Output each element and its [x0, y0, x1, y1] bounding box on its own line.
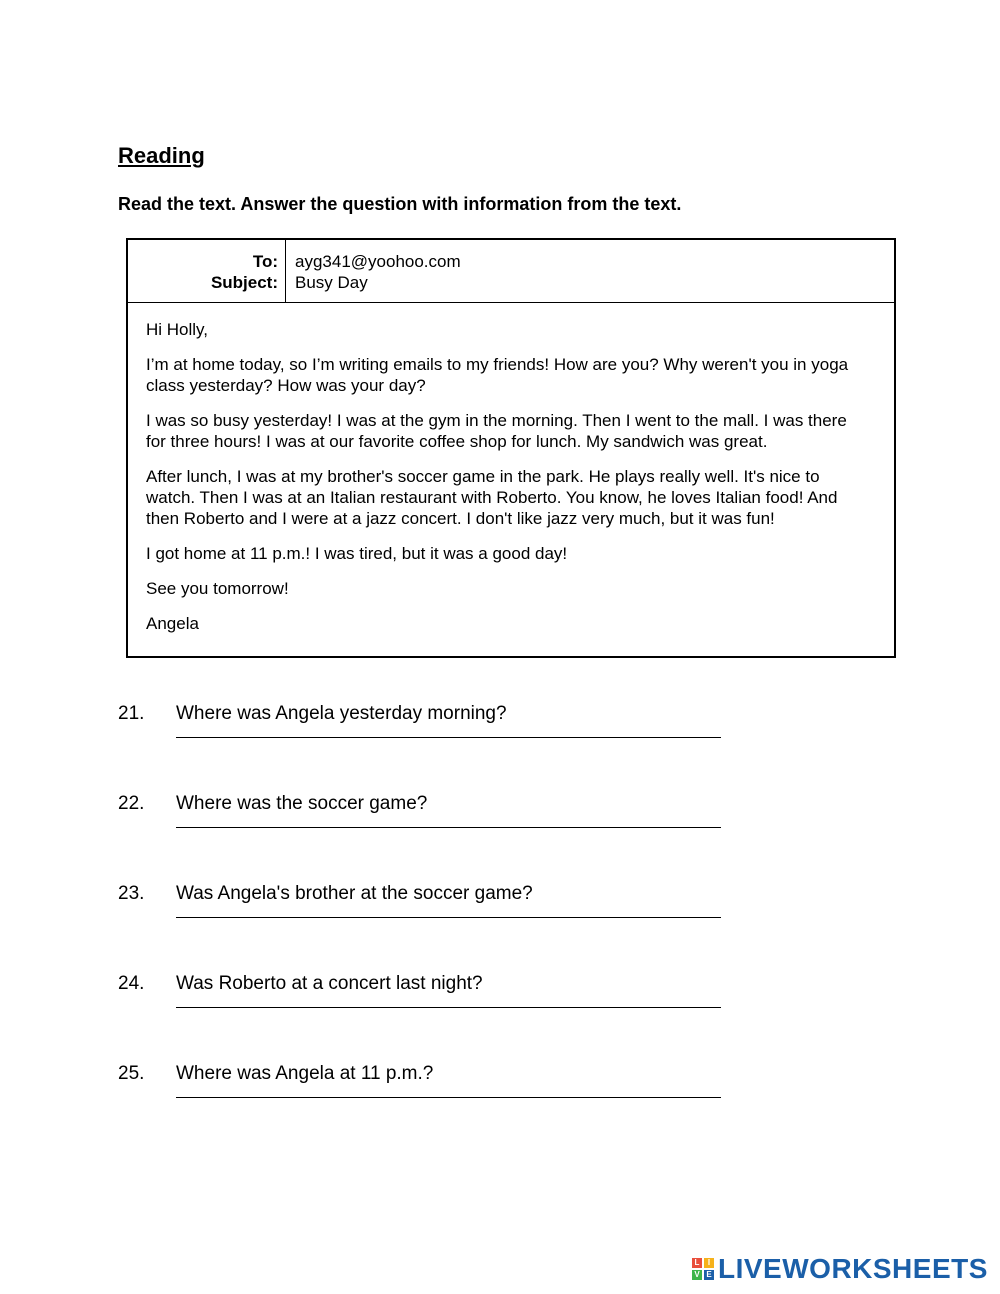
question-text: Where was Angela at 11 p.m.?	[176, 1063, 434, 1084]
logo-icon-letter: L	[692, 1258, 702, 1268]
question-text: Where was the soccer game?	[176, 793, 428, 814]
email-body	[128, 303, 894, 634]
instructions: Read the text. Answer the question with information from the text.	[118, 194, 682, 214]
page-title: Reading	[118, 143, 205, 168]
email-header	[128, 240, 894, 303]
question-number: 22.	[118, 793, 145, 814]
question-number: 21.	[118, 703, 145, 724]
liveworksheets-logo	[692, 1253, 988, 1284]
to-label: To:	[252, 252, 278, 271]
answer-line[interactable]	[176, 1097, 721, 1098]
logo-icon	[692, 1258, 714, 1280]
email-header-values	[286, 240, 461, 302]
logo-icon-letter: V	[692, 1270, 702, 1280]
answer-line[interactable]	[176, 827, 721, 828]
email-closing: See you tomorrow!	[146, 579, 289, 598]
email-box	[126, 238, 896, 658]
subject-value: Busy Day	[295, 273, 368, 292]
subject-label: Subject:	[210, 273, 278, 292]
logo-icon-letter: I	[704, 1258, 714, 1268]
question-number: 24.	[118, 973, 145, 994]
email-signature: Angela	[146, 614, 199, 633]
email-header-labels	[128, 240, 286, 302]
answer-line[interactable]	[176, 737, 721, 738]
question-text: Was Roberto at a concert last night?	[176, 973, 483, 994]
email-paragraph: I’m at home today, so I’m writing emails to my friends! How are you? Why weren't you in yoga class yesterday? How was your day?	[146, 355, 849, 395]
email-paragraph: After lunch, I was at my brother's soccer game in the park. He plays really well. It's nice to watch. Then I was at an Italian restaurant with Roberto. You know, he loves Italian food! And then Roberto and I were at a jazz concert. I don't like jazz very much, but it was fun!	[146, 467, 838, 528]
to-value: ayg341@yoohoo.com	[295, 252, 461, 271]
email-paragraph: I got home at 11 p.m.! I was tired, but it was a good day!	[146, 544, 568, 563]
question-number: 23.	[118, 883, 145, 904]
logo-text: LIVEWORKSHEETS	[718, 1253, 988, 1284]
question-text: Was Angela's brother at the soccer game?	[176, 883, 533, 904]
logo-icon-letter: E	[704, 1270, 714, 1280]
answer-line[interactable]	[176, 917, 721, 918]
email-greeting: Hi Holly,	[146, 320, 209, 339]
question-text: Where was Angela yesterday morning?	[176, 703, 507, 724]
question-number: 25.	[118, 1063, 145, 1084]
answer-line[interactable]	[176, 1007, 721, 1008]
email-paragraph: I was so busy yesterday! I was at the gym in the morning. Then I went to the mall. I was there for three hours! I was at our favorite coffee shop for lunch. My sandwich was great.	[146, 411, 847, 451]
